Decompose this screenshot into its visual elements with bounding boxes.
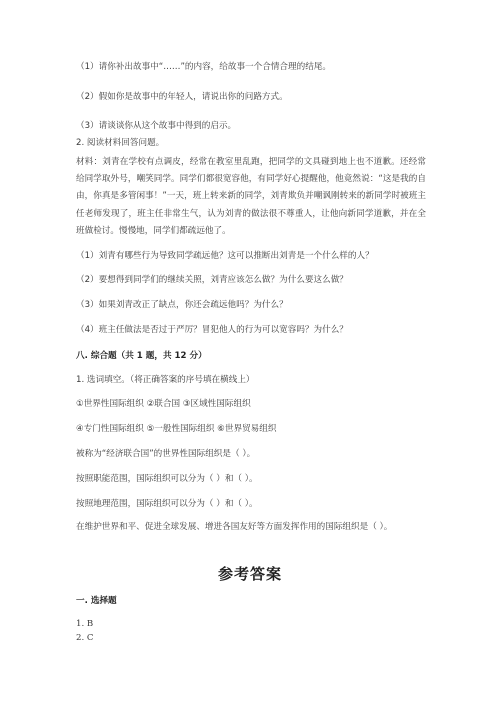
story-question-3: （3）请谈谈你从这个故事中得到的启示。 (76, 121, 237, 131)
section-8-heading: 八. 综合题（共 1 题，共 12 分） (76, 351, 207, 361)
reading-question-4: （4）班主任做法是否过于严厉？冒犯他人的行为可以宽容吗？为什么？ (76, 325, 348, 335)
blank-question-3: 按照地理范围，国际组织可以分为（ ）和（ ）。 (76, 499, 258, 509)
answer-item-2: 2. C (76, 633, 94, 643)
reading-material: 材料：刘青在学校有点调皮，经常在教室里乱跑，把同学的文具碰到地上也不道歉。还经常给同学取外号，嘲笑同学。同学们都很宽容他，有同学好心提醒他，他竟然说：“这是我的自由，你真是多管闲事！”一天，班上转来新的同学，刘青欺负并嘲讽刚转来的新同学时被班主任老师发现了，班主任非常生气，认为刘青的做法很不尊重人，让他向新同学道歉，并在全班做检讨。慢慢地，同学们都疏远他了。 (76, 157, 426, 236)
reading-heading: 2. 阅读材料回答问题。 (76, 138, 165, 148)
answers-section-1: 一. 选择题 (76, 596, 117, 606)
blank-question-4: 在维护世界和平、促进全球发展、增进各国友好等方面发挥作用的国际组织是（ ）。 (76, 522, 393, 532)
blank-question-1: 被称为“经济联合国”的世界性国际组织是（ ）。 (76, 449, 256, 459)
reading-question-2: （2）要想得到同学们的继续关照，刘青应该怎么做？为什么要这么做？ (76, 275, 348, 285)
options-row-1: ①世界性国际组织 ②联合国 ③区域性国际组织 (76, 399, 251, 409)
story-question-1: （1）请你补出故事中“……”的内容，给故事一个合情合理的结尾。 (76, 62, 331, 72)
answer-item-1: 1. B (76, 619, 94, 629)
fill-in-instruction: 1. 选词填空。（将正确答案的序号填在横线上） (76, 375, 255, 385)
blank-question-2: 按照职能范围，国际组织可以分为（ ）和（ ）。 (76, 474, 258, 484)
reading-question-3: （3）如果刘青改正了缺点，你还会疏远他吗？为什么？ (76, 300, 288, 310)
options-row-2: ④专门性国际组织 ⑤一般性国际组织 ⑥世界贸易组织 (76, 424, 277, 434)
story-question-2: （2）假如你是故事中的年轻人，请说出你的问路方式。 (76, 92, 288, 102)
reading-question-1: （1）刘青有哪些行为导致同学疏远他？这可以推断出刘青是一个什么样的人？ (76, 251, 374, 261)
answers-title: 参考答案 (217, 565, 282, 583)
